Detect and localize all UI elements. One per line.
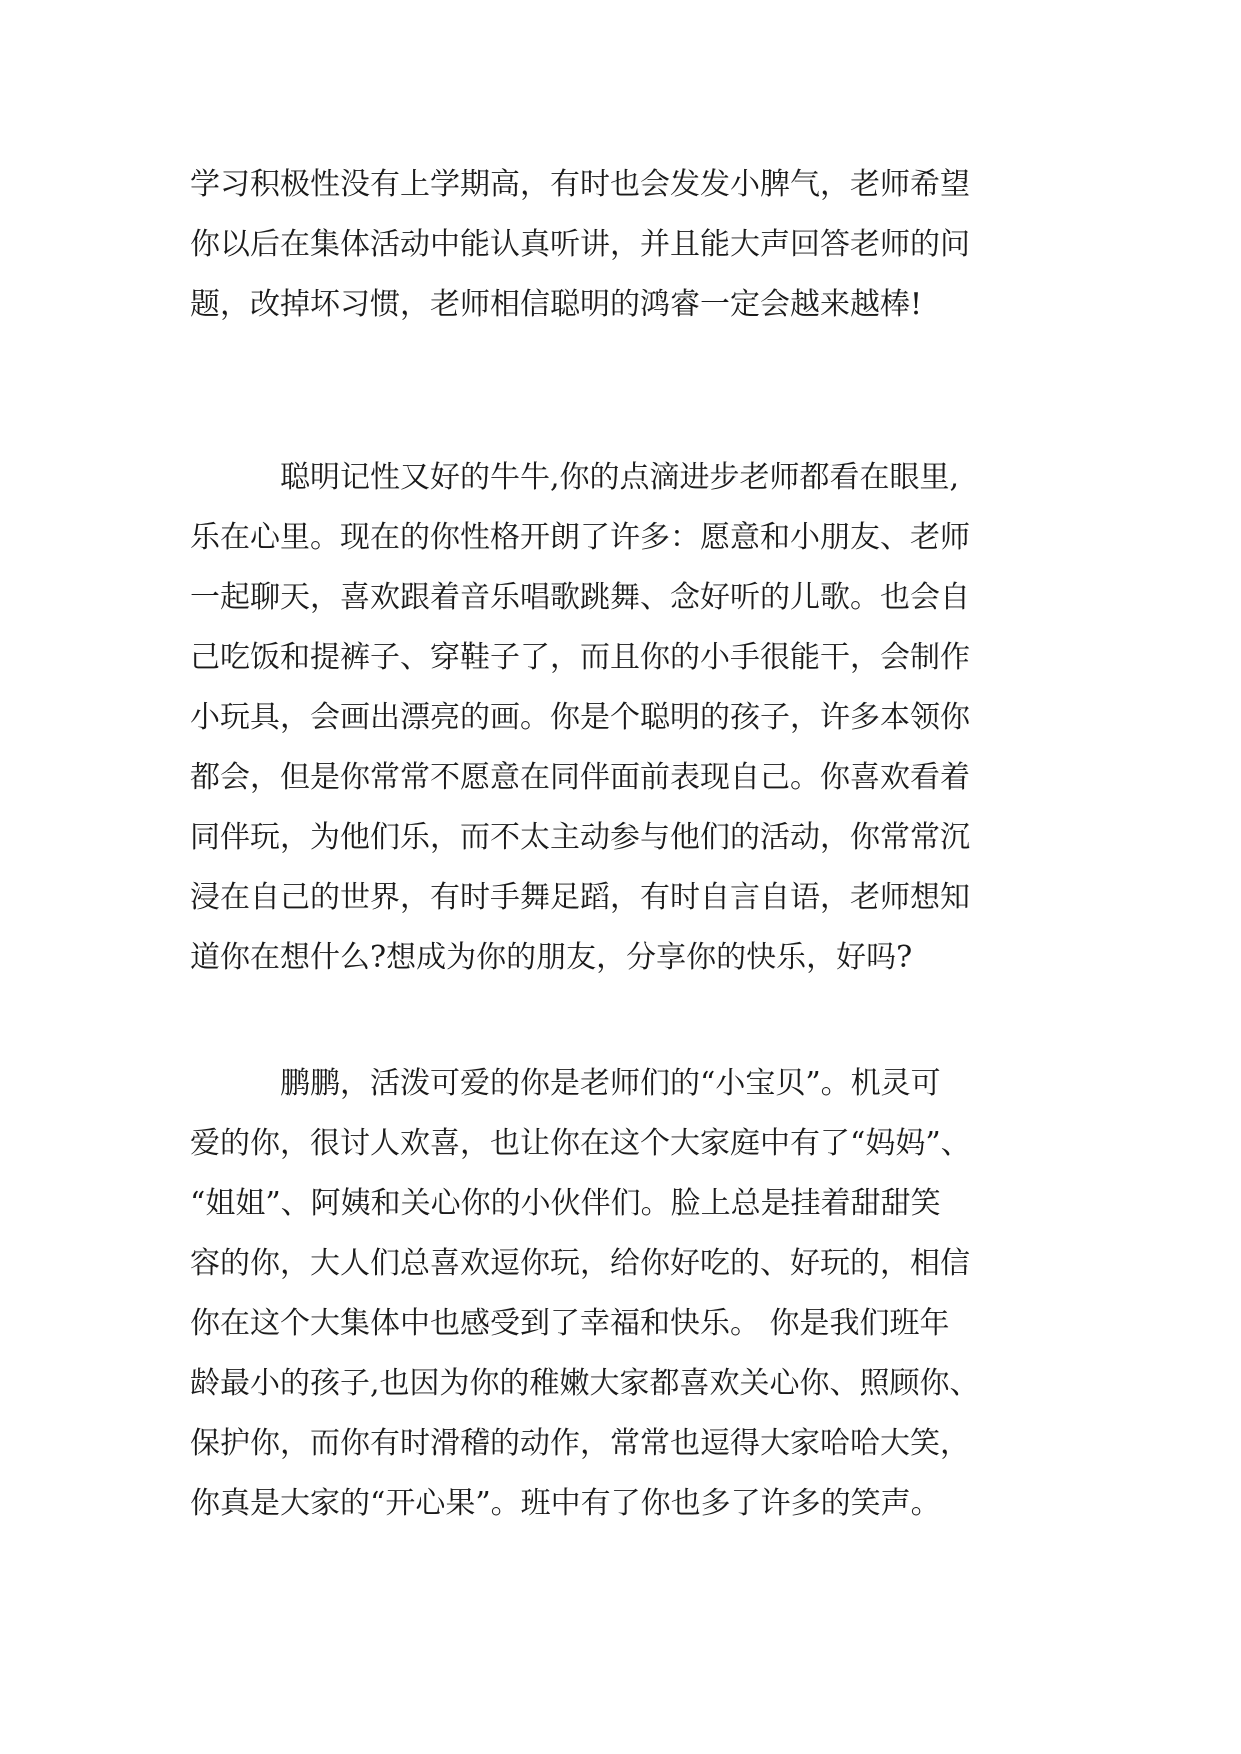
paragraph-line: 保护你，而你有时滑稽的动作，常常也逗得大家哈哈大笑， bbox=[190, 1426, 970, 1461]
paragraph-line: 学习积极性没有上学期高，有时也会发发小脾气，老师希望 bbox=[190, 167, 970, 202]
paragraph-line: 聪明记性又好的牛牛,你的点滴进步老师都看在眼里, bbox=[190, 460, 960, 495]
paragraph-2 bbox=[190, 448, 1070, 988]
paragraph-line: 容的你，大人们总喜欢逗你玩，给你好吃的、好玩的，相信 bbox=[190, 1246, 970, 1281]
paragraph-3 bbox=[190, 1054, 1070, 1534]
paragraph-line: 己吃饭和提裤子、穿鞋子了，而且你的小手很能干，会制作 bbox=[190, 640, 970, 675]
paragraph-1 bbox=[190, 155, 1070, 335]
paragraph-line: 题，改掉坏习惯，老师相信聪明的鸿睿一定会越来越棒! bbox=[190, 287, 923, 322]
paragraph-line: 道你在想什么?想成为你的朋友，分享你的快乐，好吗? bbox=[190, 940, 913, 975]
paragraph-line: 鹏鹏，活泼可爱的你是老师们的“小宝贝”。机灵可 bbox=[190, 1066, 941, 1101]
paragraph-line: 小玩具，会画出漂亮的画。你是个聪明的孩子，许多本领你 bbox=[190, 700, 970, 735]
paragraph-line: “姐姐”、阿姨和关心你的小伙伴们。脸上总是挂着甜甜笑 bbox=[190, 1186, 941, 1221]
paragraph-line: 你真是大家的“开心果”。班中有了你也多了许多的笑声。 bbox=[190, 1486, 941, 1521]
paragraph-line: 同伴玩，为他们乐，而不太主动参与他们的活动，你常常沉 bbox=[190, 820, 970, 855]
paragraph-line: 乐在心里。现在的你性格开朗了许多：愿意和小朋友、老师 bbox=[190, 520, 970, 555]
paragraph-line: 都会，但是你常常不愿意在同伴面前表现自己。你喜欢看着 bbox=[190, 760, 970, 795]
paragraph-line: 一起聊天，喜欢跟着音乐唱歌跳舞、念好听的儿歌。也会自 bbox=[190, 580, 970, 615]
paragraph-line: 爱的你，很讨人欢喜，也让你在这个大家庭中有了“妈妈”、 bbox=[190, 1126, 971, 1161]
paragraph-line: 你在这个大集体中也感受到了幸福和快乐。 你是我们班年 bbox=[190, 1306, 950, 1341]
paragraph-line: 浸在自己的世界，有时手舞足蹈，有时自言自语，老师想知 bbox=[190, 880, 970, 915]
paragraph-line: 龄最小的孩子,也因为你的稚嫩大家都喜欢关心你、照顾你、 bbox=[190, 1366, 980, 1401]
paragraph-line: 你以后在集体活动中能认真听讲，并且能大声回答老师的问 bbox=[190, 227, 970, 262]
